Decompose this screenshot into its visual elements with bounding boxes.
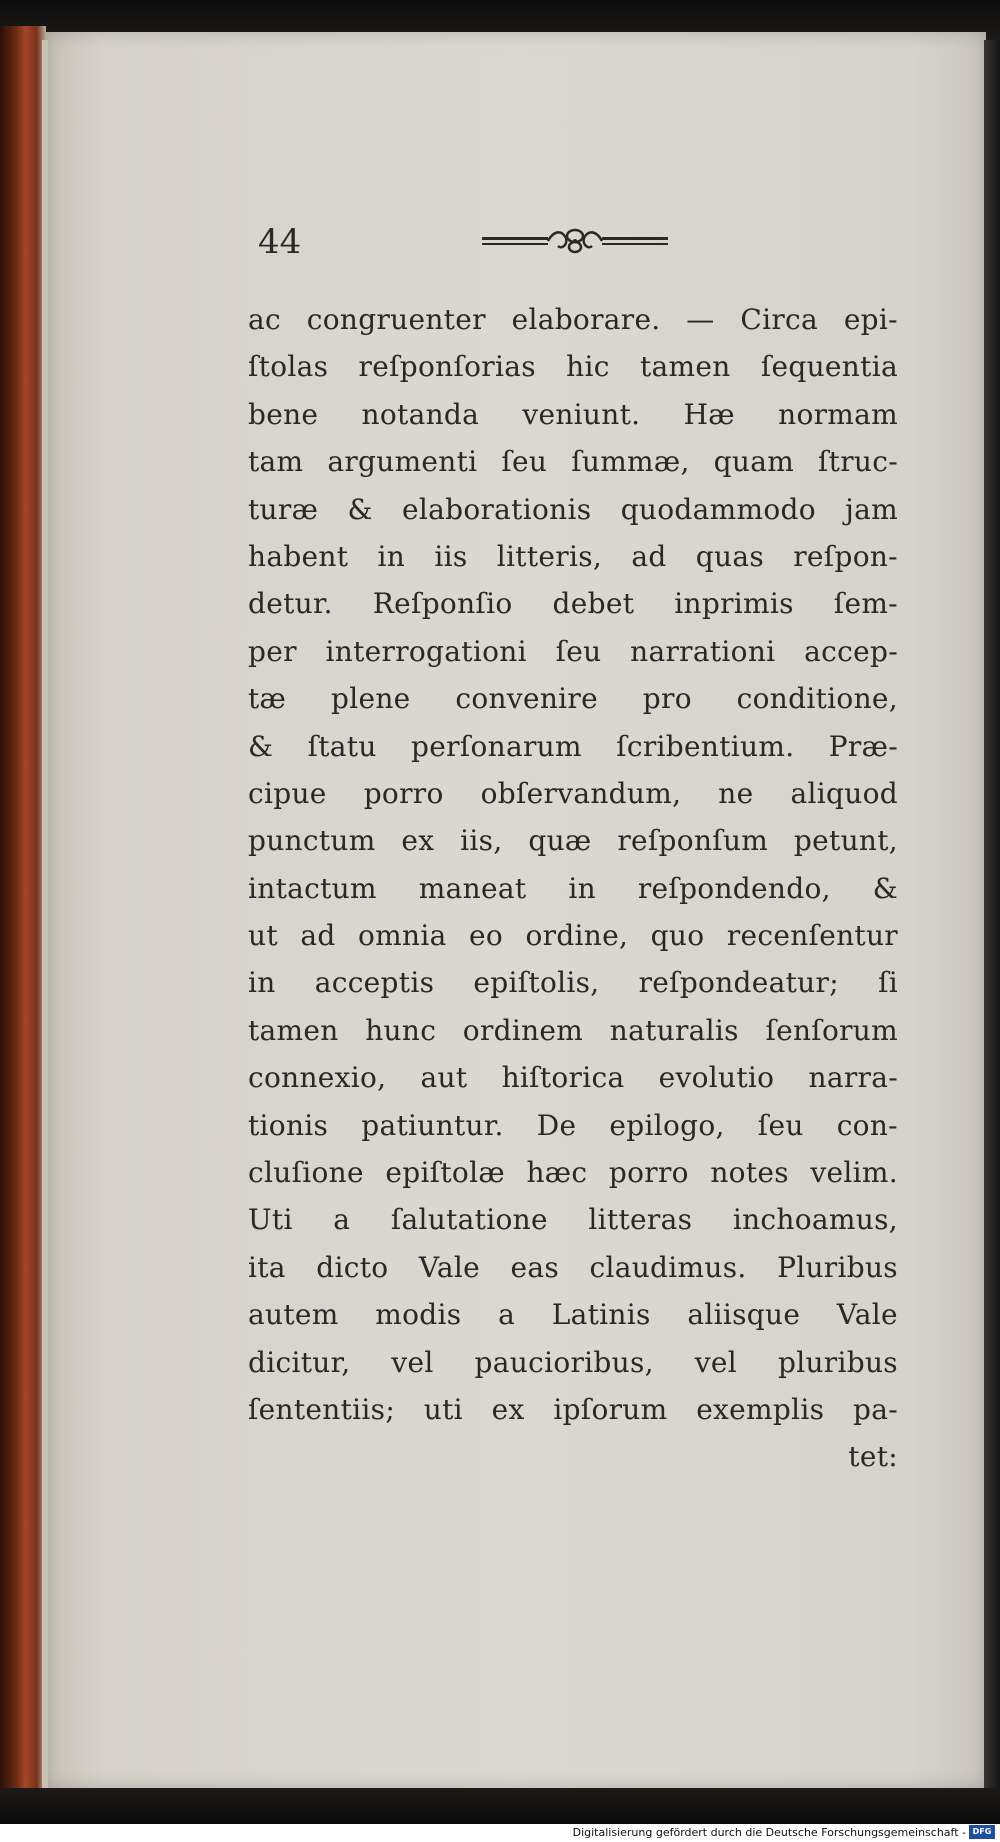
word: ſententiis; bbox=[248, 1392, 396, 1426]
word: uti bbox=[423, 1392, 463, 1426]
word: turæ bbox=[248, 492, 319, 526]
dfg-logo: DFG bbox=[969, 1825, 995, 1839]
word: veniunt. bbox=[522, 397, 641, 431]
word: elaborare. bbox=[511, 303, 661, 336]
word: epi- bbox=[843, 303, 898, 336]
word: litteris, bbox=[496, 539, 603, 573]
word: tam bbox=[248, 445, 304, 479]
word: tamen bbox=[639, 350, 731, 384]
word: Circa bbox=[740, 303, 819, 336]
word: aliquod bbox=[790, 776, 898, 810]
word: & bbox=[248, 729, 274, 763]
word: ſummæ, bbox=[571, 445, 690, 479]
text-line bbox=[248, 1339, 898, 1386]
word: ad bbox=[631, 539, 667, 573]
word: porro bbox=[608, 1156, 689, 1190]
ornamental-rule-icon bbox=[482, 224, 668, 258]
text-line bbox=[248, 1244, 898, 1291]
word: ipſorum bbox=[553, 1392, 668, 1426]
page-gutter-edge bbox=[42, 40, 48, 1790]
word: ordine, bbox=[525, 919, 629, 953]
word: patiuntur. bbox=[361, 1108, 504, 1142]
bottom-shadow bbox=[0, 1788, 1000, 1824]
word: pluribus bbox=[777, 1345, 898, 1379]
word: recenſentur bbox=[726, 919, 898, 953]
word: petunt, bbox=[793, 824, 898, 858]
word: evolutio bbox=[658, 1061, 775, 1095]
word: porro bbox=[363, 776, 444, 810]
word: narrationi bbox=[630, 634, 776, 668]
word: Hæ bbox=[683, 397, 735, 431]
word: eas bbox=[510, 1250, 560, 1284]
text-line bbox=[248, 1007, 898, 1054]
word: jam bbox=[845, 492, 898, 526]
word: congruenter bbox=[306, 303, 486, 336]
word: habent bbox=[248, 539, 349, 573]
word: claudimus. bbox=[589, 1250, 747, 1284]
text-line bbox=[248, 912, 898, 959]
word: interrogationi bbox=[325, 634, 527, 668]
word: aut bbox=[420, 1061, 468, 1095]
word: vel bbox=[391, 1345, 434, 1379]
word: argumenti bbox=[327, 445, 478, 479]
word: ordinem bbox=[462, 1013, 584, 1047]
word: notes bbox=[710, 1156, 789, 1190]
word: reſpondeatur; bbox=[638, 966, 839, 1000]
text-line bbox=[248, 580, 898, 627]
word: plene bbox=[330, 682, 411, 716]
word: ſtolas bbox=[248, 350, 329, 384]
word: Vale bbox=[418, 1250, 480, 1284]
word: in bbox=[248, 966, 276, 1000]
word: a bbox=[498, 1298, 516, 1332]
book-spine-binding bbox=[0, 26, 46, 1802]
word: narra- bbox=[808, 1061, 898, 1095]
word: naturalis bbox=[609, 1013, 739, 1047]
word: Latinis bbox=[551, 1298, 651, 1332]
word: reſpondendo, bbox=[637, 871, 831, 905]
text-line bbox=[248, 486, 898, 533]
word: ſequentia bbox=[760, 350, 898, 384]
word: obſervandum, bbox=[480, 776, 682, 810]
word: iis bbox=[434, 539, 468, 573]
word: epiſtolis, bbox=[473, 966, 600, 1000]
word: bene bbox=[248, 397, 319, 431]
word: omnia bbox=[357, 919, 447, 953]
word: reſponſorias bbox=[358, 350, 536, 384]
word: ne bbox=[718, 776, 754, 810]
word: quas bbox=[695, 539, 765, 573]
word: Reſponſio bbox=[372, 587, 513, 621]
text-line bbox=[248, 817, 898, 864]
word: tæ bbox=[248, 682, 287, 716]
word: ſeu bbox=[555, 634, 602, 668]
word: dicitur, bbox=[248, 1345, 351, 1379]
word: ita bbox=[248, 1250, 286, 1284]
body-text bbox=[248, 296, 898, 1481]
word: ex bbox=[401, 824, 435, 858]
word: convenire bbox=[455, 682, 598, 716]
text-line bbox=[248, 628, 898, 675]
word: ſtatu bbox=[307, 729, 377, 763]
text-line bbox=[248, 438, 898, 485]
word: tionis bbox=[248, 1108, 329, 1142]
text-line bbox=[248, 959, 898, 1006]
word: ſcribentium. bbox=[616, 729, 795, 763]
word: in bbox=[377, 539, 406, 573]
word: per bbox=[248, 634, 297, 668]
word: connexio, bbox=[248, 1061, 387, 1095]
text-line bbox=[248, 1433, 898, 1480]
word: paucioribus, bbox=[474, 1345, 654, 1379]
text-line bbox=[248, 770, 898, 817]
word: hunc bbox=[365, 1013, 437, 1047]
word: quæ bbox=[528, 824, 592, 858]
word: autem bbox=[248, 1298, 339, 1332]
word: con- bbox=[836, 1108, 898, 1142]
text-line bbox=[248, 1386, 898, 1433]
word: inprimis bbox=[674, 587, 794, 621]
word: cluſione bbox=[248, 1156, 364, 1190]
word: modis bbox=[375, 1298, 462, 1332]
word: litteras bbox=[588, 1203, 693, 1237]
word: pro bbox=[642, 682, 692, 716]
word: velim. bbox=[810, 1156, 898, 1190]
word: vel bbox=[694, 1345, 738, 1379]
word: epilogo, bbox=[609, 1108, 725, 1142]
word: in bbox=[568, 871, 596, 905]
word: hic bbox=[566, 350, 610, 384]
word: & bbox=[347, 492, 373, 526]
text-line bbox=[248, 1196, 898, 1243]
digitization-credit: Digitalisierung gefördert durch die Deutsche Forschungsgemeinschaft - bbox=[572, 1826, 966, 1839]
word: Præ- bbox=[828, 729, 898, 763]
text-line bbox=[248, 296, 898, 343]
word: quam bbox=[713, 445, 795, 479]
word: epiſtolæ bbox=[385, 1156, 505, 1190]
word: pa- bbox=[852, 1392, 898, 1426]
word: inchoamus, bbox=[732, 1203, 898, 1237]
text-line bbox=[248, 1102, 898, 1149]
text-line bbox=[248, 391, 898, 438]
word: eo bbox=[469, 919, 504, 953]
word: cipue bbox=[248, 776, 327, 810]
word: Vale bbox=[836, 1298, 898, 1332]
word: aliisque bbox=[687, 1298, 801, 1332]
word: reſponſum bbox=[617, 824, 769, 858]
word: iis, bbox=[460, 824, 503, 858]
word: & bbox=[872, 871, 898, 905]
word: ac bbox=[248, 303, 281, 336]
word: ſalutatione bbox=[390, 1203, 548, 1237]
word: acceptis bbox=[314, 966, 435, 1000]
text-line bbox=[248, 1291, 898, 1338]
word: ſtruc- bbox=[818, 445, 898, 479]
word: ut bbox=[248, 919, 278, 953]
word: Uti bbox=[248, 1203, 293, 1237]
word: — bbox=[686, 303, 715, 336]
page-right-edge bbox=[984, 40, 1000, 1800]
word: a bbox=[333, 1203, 351, 1237]
text-line bbox=[248, 1054, 898, 1101]
word: tamen bbox=[248, 1013, 339, 1047]
word: accep- bbox=[804, 634, 898, 668]
text-line bbox=[248, 1149, 898, 1196]
word: intactum bbox=[248, 871, 377, 905]
word: notanda bbox=[361, 397, 480, 431]
word: quodammodo bbox=[620, 492, 816, 526]
word: elaborationis bbox=[402, 492, 592, 526]
word: ſem- bbox=[833, 587, 898, 621]
word: ſenſorum bbox=[765, 1013, 898, 1047]
page-number: 44 bbox=[258, 222, 302, 262]
word: De bbox=[536, 1108, 577, 1142]
word: tet: bbox=[848, 1440, 898, 1474]
word: ad bbox=[300, 919, 336, 953]
text-line bbox=[248, 675, 898, 722]
word: detur. bbox=[248, 587, 333, 621]
text-line bbox=[248, 533, 898, 580]
text-line bbox=[248, 723, 898, 770]
word: normam bbox=[778, 397, 898, 431]
word: conditione, bbox=[736, 682, 898, 716]
word: maneat bbox=[418, 871, 527, 905]
word: hæc bbox=[526, 1156, 588, 1190]
word: ſeu bbox=[501, 445, 548, 479]
text-line bbox=[248, 865, 898, 912]
word: dicto bbox=[316, 1250, 389, 1284]
word: ſeu bbox=[757, 1108, 804, 1142]
text-line bbox=[248, 343, 898, 390]
word: quo bbox=[650, 919, 705, 953]
word: ſi bbox=[878, 966, 898, 1000]
word: reſpon- bbox=[793, 539, 898, 573]
word: Pluribus bbox=[777, 1250, 898, 1284]
word: hiſtorica bbox=[501, 1061, 625, 1095]
word: ex bbox=[491, 1392, 525, 1426]
word: perſonarum bbox=[411, 729, 582, 763]
word: punctum bbox=[248, 824, 376, 858]
word: debet bbox=[552, 587, 635, 621]
word: exemplis bbox=[696, 1392, 825, 1426]
